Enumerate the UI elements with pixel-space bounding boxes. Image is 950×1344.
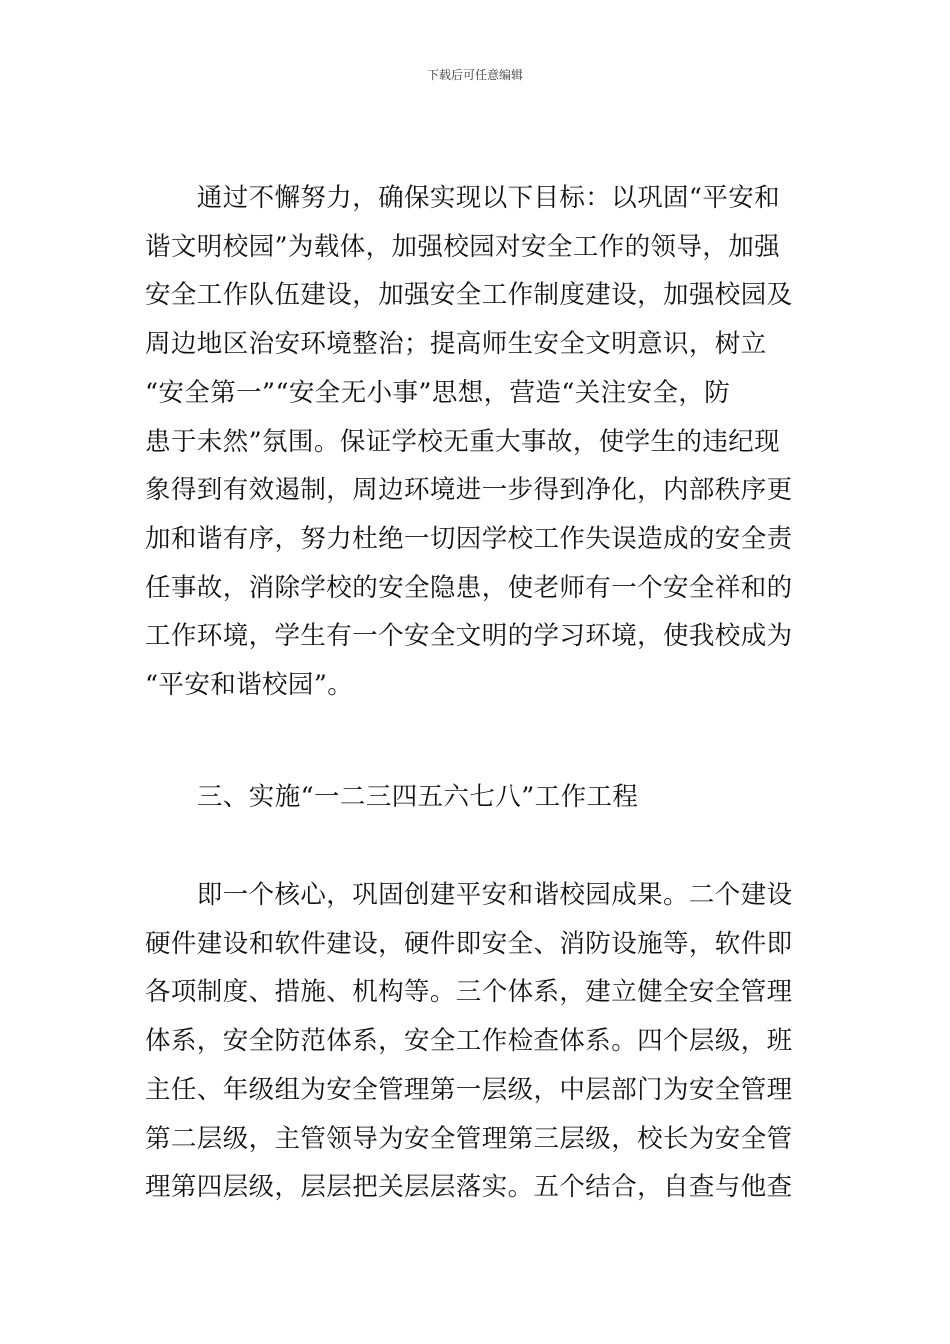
text-line: 加和谐有序，努力杜绝一切因学校工作失误造成的安全责 xyxy=(145,523,793,554)
text-line: 第二层级，主管领导为安全管理第三层级，校长为安全管 xyxy=(145,1123,793,1154)
text-line: “平安和谐校园”。 xyxy=(145,670,354,701)
text-line: 周边地区治安环境整治；提高师生安全文明意识，树立 xyxy=(145,329,767,360)
section-heading: 三、实施“一二三四五六七八”工作工程 xyxy=(197,782,639,812)
text-line: 患于未然”氛围。保证学校无重大事故，使学生的违纪现 xyxy=(145,426,781,457)
text-line: 象得到有效遏制，周边环境进一步得到净化，内部秩序更 xyxy=(145,475,793,506)
text-line: “安全第一”“安全无小事”思想，营造“关注安全，防 xyxy=(145,377,731,408)
text-line: 各项制度、措施、机构等。三个体系，建立健全安全管理 xyxy=(145,977,793,1008)
text-line: 工作环境，学生有一个安全文明的学习环境，使我校成为 xyxy=(145,621,793,652)
page-header: 下载后可任意编辑 xyxy=(426,68,523,82)
text-line: 通过不懈努力，确保实现以下目标：以巩固“平安和 xyxy=(145,183,781,213)
text-line: 任事故，消除学校的安全隐患，使老师有一个安全祥和的 xyxy=(145,572,793,603)
text-line: 体系，安全防范体系，安全工作检查体系。四个层级，班 xyxy=(145,1026,793,1057)
text-line: 安全工作队伍建设，加强安全工作制度建设，加强校园及 xyxy=(145,280,793,311)
text-line: 主任、年级组为安全管理第一层级，中层部门为安全管理 xyxy=(145,1074,793,1105)
text-line: 谐文明校园”为载体，加强校园对安全工作的领导，加强 xyxy=(145,231,781,262)
paragraph-goals xyxy=(145,174,807,710)
text-line: 即一个核心，巩固创建平安和谐校园成果。二个建设 xyxy=(145,880,793,910)
text-line: 理第四层级，层层把关层层落实。五个结合，自查与他查 xyxy=(145,1172,793,1203)
paragraph-project xyxy=(145,871,807,1212)
text-line: 硬件建设和软件建设，硬件即安全、消防设施等，软件即 xyxy=(145,928,793,959)
